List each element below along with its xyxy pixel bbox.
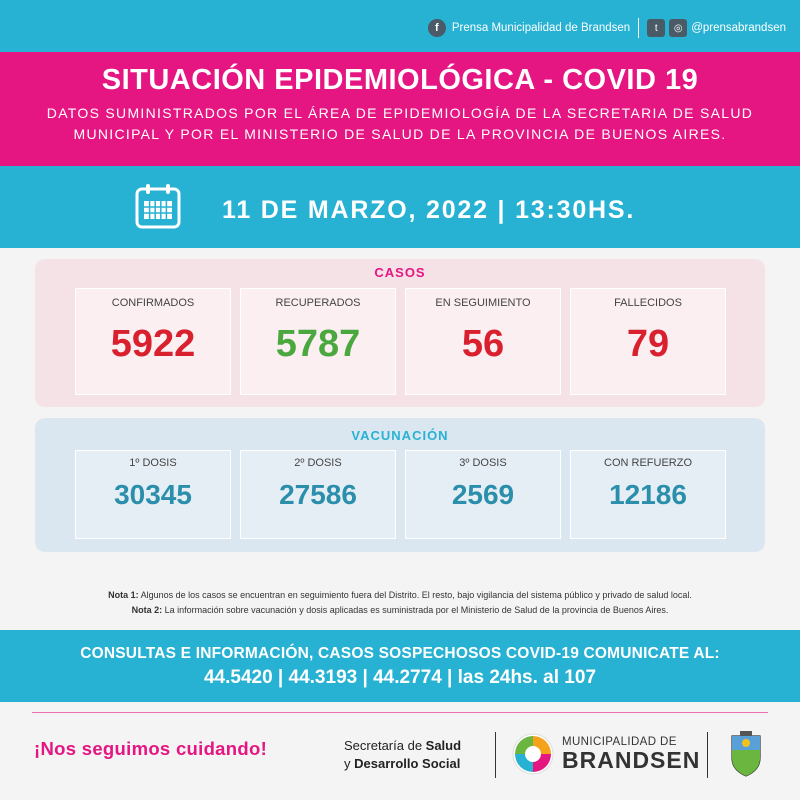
- muni-line-1: MUNICIPALIDAD DE: [562, 736, 677, 748]
- instagram-icon: ◎: [669, 19, 687, 37]
- page-title: SITUACIÓN EPIDEMIOLÓGICA - COVID 19: [101, 64, 699, 96]
- footer-separator-2: [707, 732, 708, 778]
- social-handle: @prensabrandsen: [691, 22, 786, 34]
- dose-value: 12186: [609, 479, 687, 510]
- date-band: [0, 166, 800, 248]
- twitter-icon: t: [647, 19, 665, 37]
- note-1-label: Nota 1:: [108, 590, 139, 600]
- note-2: [0, 603, 800, 618]
- secretaria-label: [344, 737, 461, 773]
- note-1: [0, 588, 800, 603]
- facebook-icon: f: [428, 19, 446, 37]
- note-2-label: Nota 2:: [131, 605, 163, 615]
- stat-label: CONFIRMADOS: [111, 297, 195, 309]
- dose-value: 27586: [279, 479, 357, 510]
- stat-box-confirmados: [75, 288, 231, 395]
- consultas-heading: CONSULTAS E INFORMACIÓN, CASOS SOSPECHOSOS COVID-19 COMUNICATE AL:: [80, 645, 720, 662]
- subtitle-line-2: MUNICIPAL Y POR EL MINISTERIO DE SALUD DE LA PROVINCIA DE BUENOS AIRES.: [73, 126, 727, 142]
- calendar-icon: [134, 182, 182, 230]
- note-1-text: Algunos de los casos se encuentran en seguimiento fuera del Distrito. El resto, bajo vigilancia del sistema público y privado de salud local.: [138, 590, 692, 600]
- secretaria-pre: Secretaría de: [344, 738, 426, 753]
- stat-value: 79: [626, 323, 670, 365]
- secretaria-desarrollo: Desarrollo Social: [354, 756, 461, 771]
- dose-value: 30345: [114, 479, 192, 510]
- header-banner: [0, 52, 800, 166]
- notes: [0, 588, 800, 618]
- dose-label: 1º DOSIS: [129, 457, 177, 469]
- dose-box-1: [75, 450, 231, 539]
- dose-label: 3º DOSIS: [459, 457, 507, 469]
- stat-box-recuperados: [240, 288, 396, 395]
- social-bar: [428, 16, 786, 40]
- secretaria-y: y: [344, 756, 355, 771]
- casos-panel: [35, 259, 765, 407]
- top-strip: [0, 0, 800, 52]
- casos-title: CASOS: [374, 265, 426, 280]
- note-2-text: La información sobre vacunación y dosis aplicadas es suministrada por el Ministerio de Salud de la provincia de Buenos Aires.: [162, 605, 669, 615]
- social-divider: [638, 18, 639, 38]
- crest-icon: [726, 728, 766, 778]
- dose-label: CON REFUERZO: [604, 457, 692, 469]
- facebook-label: Prensa Municipalidad de Brandsen: [451, 22, 631, 34]
- stat-label: FALLECIDOS: [614, 297, 682, 309]
- stat-value: 5787: [275, 323, 361, 365]
- dose-box-refuerzo: [570, 450, 726, 539]
- vacunacion-panel: [35, 418, 765, 552]
- dose-box-3: [405, 450, 561, 539]
- dose-label: 2º DOSIS: [294, 457, 342, 469]
- consultas-band: [0, 630, 800, 702]
- stat-label: RECUPERADOS: [275, 297, 361, 309]
- municipalidad-logo-icon: [511, 732, 555, 776]
- report-date: 11 DE MARZO, 2022 | 13:30HS.: [222, 196, 636, 224]
- dose-value: 2569: [451, 479, 515, 510]
- header-subtitle: [0, 103, 800, 145]
- stat-label: EN SEGUIMIENTO: [435, 297, 531, 309]
- stat-value: 56: [461, 323, 505, 365]
- footer-separator: [495, 732, 496, 778]
- footer-divider: [32, 712, 768, 713]
- stat-box-en-seguimiento: [405, 288, 561, 395]
- muni-line-2: BRANDSEN: [562, 747, 701, 773]
- consultas-phones: 44.5420 | 44.3193 | 44.2774 | las 24hs. al 107: [203, 667, 597, 688]
- stat-box-fallecidos: [570, 288, 726, 395]
- dose-box-2: [240, 450, 396, 539]
- vacunacion-title: VACUNACIÓN: [351, 428, 449, 443]
- stat-value: 5922: [110, 323, 196, 365]
- municipalidad-name: [562, 736, 700, 772]
- subtitle-line-1: DATOS SUMINISTRADOS POR EL ÁREA DE EPIDEMIOLOGÍA DE LA SECRETARIA DE SALUD: [46, 105, 754, 121]
- secretaria-salud: Salud: [425, 738, 462, 753]
- slogan: ¡Nos seguimos cuidando!: [34, 738, 268, 759]
